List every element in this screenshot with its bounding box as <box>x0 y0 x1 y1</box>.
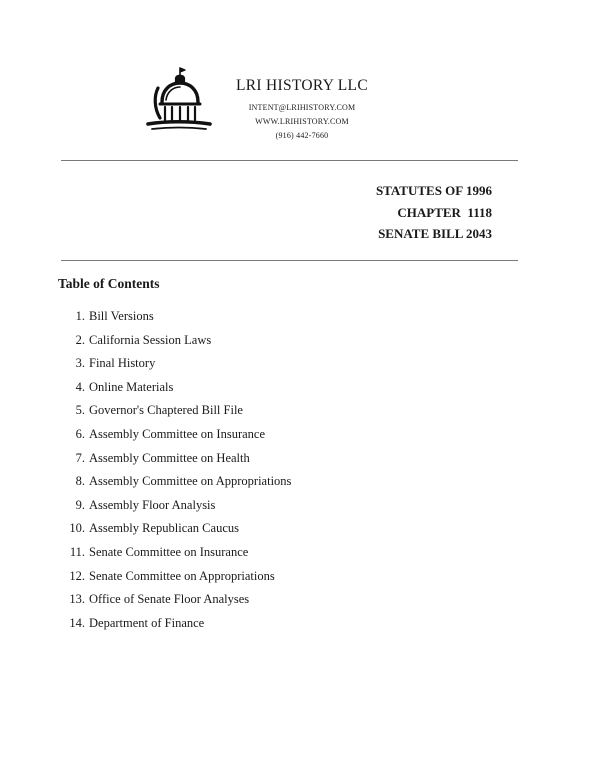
toc-heading: Table of Contents <box>58 276 160 291</box>
org-website: WWW.LRIHISTORY.COM <box>255 117 349 126</box>
toc-item <box>58 447 291 471</box>
toc-item-number: 1. <box>75 309 85 323</box>
toc-item-label: Assembly Committee on Insurance <box>89 426 266 441</box>
statute-year: STATUTES OF 1996 <box>375 183 492 198</box>
capitol-dome-icon <box>142 62 214 138</box>
toc-item-label: Assembly Committee on Appropriations <box>89 474 292 489</box>
toc-item-number: 8. <box>75 474 85 489</box>
toc-item-number: 9. <box>75 497 85 512</box>
toc-item <box>58 376 291 400</box>
toc-item <box>58 423 291 447</box>
header-divider <box>61 160 518 161</box>
toc-item <box>58 399 291 423</box>
toc-item <box>58 541 291 565</box>
toc-item <box>58 470 291 494</box>
toc-item-number: 7. <box>75 450 85 465</box>
toc-item <box>58 352 291 376</box>
toc-item-number: 6. <box>75 426 85 441</box>
toc-item-label: Bill Versions <box>89 309 154 323</box>
toc-item-number: 11. <box>69 544 85 559</box>
toc-item <box>58 517 291 541</box>
statute-block <box>376 180 492 245</box>
toc-item-number: 4. <box>75 379 85 394</box>
statute-divider <box>61 260 518 261</box>
statute-chapter: CHAPTER 1118 <box>397 204 492 220</box>
toc-item-number: 10. <box>69 521 85 536</box>
toc-item <box>58 612 291 636</box>
toc-item-label: California Session Laws <box>89 332 212 347</box>
toc-list <box>58 305 291 635</box>
toc-item-number: 12. <box>69 568 85 583</box>
org-name: LRI HISTORY LLC <box>236 77 368 94</box>
toc-item-number: 13. <box>69 592 85 607</box>
org-phone: (916) 442-7660 <box>275 131 329 140</box>
toc-item-label: Final History <box>89 356 156 371</box>
toc-item-label: Assembly Floor Analysis <box>89 497 216 512</box>
toc-item-number: 2. <box>75 332 85 347</box>
toc-item <box>58 588 291 612</box>
letterhead <box>222 76 382 143</box>
toc-item-number: 5. <box>75 403 85 418</box>
org-email: INTENT@LRIHISTORY.COM <box>248 103 356 112</box>
toc-item <box>58 494 291 518</box>
toc-item-label: Office of Senate Floor Analyses <box>89 592 250 607</box>
toc-item-number: 14. <box>69 615 85 630</box>
toc-item <box>58 565 291 589</box>
toc-item-label: Senate Committee on Insurance <box>89 544 249 559</box>
toc-item-label: Senate Committee on Appropriations <box>89 568 275 583</box>
statute-bill: SENATE BILL 2043 <box>378 226 492 241</box>
toc-item-label: Online Materials <box>89 379 174 394</box>
toc-item-label: Department of Finance <box>89 615 205 630</box>
toc-item-label: Assembly Republican Caucus <box>89 521 239 536</box>
toc-item <box>58 329 291 353</box>
toc-item-label: Governor's Chaptered Bill File <box>89 403 243 418</box>
toc-item <box>58 305 291 329</box>
toc-item-label: Assembly Committee on Health <box>89 450 250 465</box>
toc-item-number: 3. <box>75 356 85 371</box>
